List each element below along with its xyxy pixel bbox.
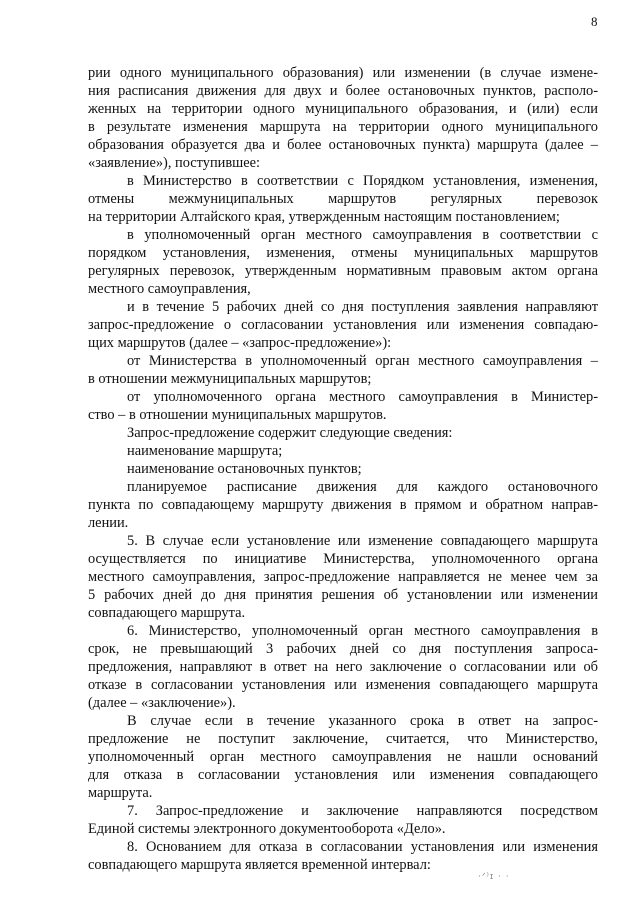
text-line: уполномоченный орган местного самоуправления не нашли оснований xyxy=(88,749,598,765)
text-line: рии одного муниципального образования) или изменении (в случае измене- xyxy=(88,65,598,81)
scan-mark: ·ᐟ⁾ɪ · · xyxy=(478,872,510,882)
text-line: ство – в отношении муниципальных маршрутов. xyxy=(88,407,387,423)
text-line: щих маршрутов (далее – «запрос-предложение»): xyxy=(88,335,392,351)
text-line: «заявление»), поступившее: xyxy=(88,155,261,171)
text-line: Запрос-предложение содержит следующие сведения: xyxy=(127,425,453,441)
text-line: планируемое расписание движения для каждого остановочного xyxy=(127,479,598,495)
text-line: отказе в согласовании установления или изменения совпадающего маршрута xyxy=(88,677,598,693)
text-line: 7. Запрос-предложение и заключение направляются посредством xyxy=(127,803,598,819)
text-line: предложение не поступит заключение, считается, что Министерство, xyxy=(88,731,598,747)
text-line: наименование остановочных пунктов; xyxy=(127,461,362,477)
text-line: образования образуется два и более остановочных пункта) маршрута (далее – xyxy=(88,137,598,153)
text-line: 5 рабочих дней до дня принятия решения об установлении или изменении xyxy=(88,587,598,603)
text-line: и в течение 5 рабочих дней со дня поступления заявления направляют xyxy=(127,299,598,315)
text-line: от Министерства в уполномоченный орган местного самоуправления – xyxy=(127,353,598,369)
text-line: пункта по совпадающему маршруту движения в прямом и обратном направ- xyxy=(88,497,598,513)
text-line: 6. Министерство, уполномоченный орган местного самоуправления в xyxy=(127,623,598,639)
text-line: лении. xyxy=(88,515,129,531)
text-line: 5. В случае если установление или изменение совпадающего маршрута xyxy=(127,533,598,549)
text-line: порядком установления, изменения, отмены муниципальных маршрутов xyxy=(88,245,598,261)
text-line: в результате изменения маршрута на территории одного муниципального xyxy=(88,119,598,135)
text-line: ния расписания движения для двух и более остановочных пунктов, располо- xyxy=(88,83,598,99)
text-line: в отношении межмуниципальных маршрутов; xyxy=(88,371,372,387)
text-line: в Министерство в соответствии с Порядком установления, изменения, xyxy=(127,173,598,189)
text-line: от уполномоченного органа местного самоуправления в Министер- xyxy=(127,389,598,405)
text-line: запрос-предложение о согласовании установления или изменения совпадаю- xyxy=(88,317,598,333)
page-number: 8 xyxy=(591,14,598,29)
text-line: местного самоуправления, xyxy=(88,281,251,297)
text-line: 8. Основанием для отказа в согласовании установления или изменения xyxy=(127,839,598,855)
text-line: для отказа в согласовании установления или изменения совпадающего xyxy=(88,767,598,783)
text-line: местного самоуправления, запрос-предложение направляется не менее чем за xyxy=(88,569,598,585)
text-line: В случае если в течение указанного срока в ответ на запрос- xyxy=(127,713,598,729)
text-line: предложения, направляют в ответ на него заключение о согласовании или об xyxy=(88,659,598,675)
text-line: (далее – «заключение»). xyxy=(88,695,236,711)
text-line: совпадающего маршрута является временной интервал: xyxy=(88,857,431,873)
text-line: совпадающего маршрута. xyxy=(88,605,246,621)
text-line: осуществляется по инициативе Министерства, уполномоченного органа xyxy=(88,551,598,567)
text-line: Единой системы электронного документооборота «Дело». xyxy=(88,821,446,837)
text-line: маршрута. xyxy=(88,785,153,801)
text-line: наименование маршрута; xyxy=(127,443,283,459)
text-line: срок, не превышающий 3 рабочих дней со дня поступления запроса- xyxy=(88,641,598,657)
text-line: женных на территории одного муниципального образования, и (или) если xyxy=(88,101,598,117)
text-line: регулярных перевозок, утвержденным нормативным правовым актом органа xyxy=(88,263,598,279)
text-line: на территории Алтайского края, утвержденным настоящим постановлением; xyxy=(88,209,560,225)
text-line: отмены межмуниципальных маршрутов регулярных перевозок xyxy=(88,191,598,207)
text-line: в уполномоченный орган местного самоуправления в соответствии с xyxy=(127,227,598,243)
